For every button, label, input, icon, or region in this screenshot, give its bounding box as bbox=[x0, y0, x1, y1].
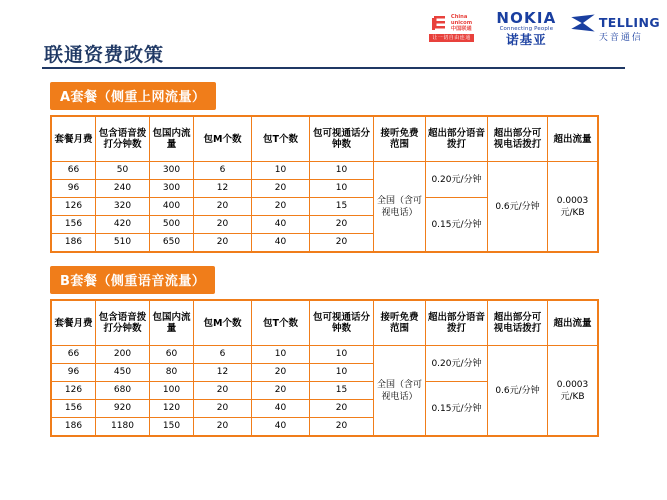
unicom-wordmark bbox=[451, 14, 472, 32]
unicom-en-line1: China bbox=[450, 14, 468, 20]
cell-monthly-fee: 126 bbox=[52, 382, 96, 400]
cell-video-overage-merged: 0.6元/分钟 bbox=[488, 162, 548, 252]
cell-video-minutes: 20 bbox=[310, 234, 374, 252]
unicom-logo-top bbox=[431, 14, 472, 32]
cell-monthly-fee: 66 bbox=[52, 346, 96, 364]
unicom-knot-icon bbox=[431, 14, 448, 32]
cell-t-count: 10 bbox=[252, 346, 310, 364]
col-header-data-overage: 超出流量 bbox=[548, 301, 598, 346]
cell-t-count: 20 bbox=[252, 364, 310, 382]
cell-data-overage-merged: 0.0003元/KB bbox=[548, 346, 598, 436]
col-header-voice-minutes: 包含语音拨打分钟数 bbox=[96, 117, 150, 162]
col-header-video-overage: 超出部分可视电话拨打 bbox=[488, 117, 548, 162]
tariff-table-a-wrapper bbox=[50, 115, 599, 253]
col-header-video-minutes: 包可视通话分钟数 bbox=[310, 117, 374, 162]
telling-logo-row bbox=[570, 13, 660, 33]
nokia-wordmark: NOKIA bbox=[496, 8, 557, 27]
col-header-voice-minutes: 包含语音拨打分钟数 bbox=[96, 301, 150, 346]
cell-t-count: 40 bbox=[252, 234, 310, 252]
cell-m-count: 20 bbox=[194, 198, 252, 216]
col-header-t-count: 包T个数 bbox=[252, 117, 310, 162]
cell-video-minutes: 15 bbox=[310, 198, 374, 216]
cell-data-overage-merged: 0.0003元/KB bbox=[548, 162, 598, 252]
cell-video-minutes: 10 bbox=[310, 180, 374, 198]
cell-voice-minutes: 1180 bbox=[96, 418, 150, 436]
cell-voice-minutes: 50 bbox=[96, 162, 150, 180]
cell-domestic-data: 100 bbox=[150, 382, 194, 400]
logo-bar bbox=[420, 6, 660, 50]
col-header-monthly-fee: 套餐月费 bbox=[52, 301, 96, 346]
cell-monthly-fee: 96 bbox=[52, 180, 96, 198]
table-row bbox=[52, 162, 598, 180]
col-header-data-overage: 超出流量 bbox=[548, 117, 598, 162]
col-header-voice-overage: 超出部分语音拨打 bbox=[426, 117, 488, 162]
cell-t-count: 40 bbox=[252, 400, 310, 418]
cell-t-count: 20 bbox=[252, 382, 310, 400]
cell-video-minutes: 10 bbox=[310, 162, 374, 180]
cell-m-count: 20 bbox=[194, 216, 252, 234]
nokia-tagline: Connecting People bbox=[499, 25, 554, 32]
cell-monthly-fee: 156 bbox=[52, 400, 96, 418]
col-header-domestic-data: 包国内流量 bbox=[150, 301, 194, 346]
cell-t-count: 40 bbox=[252, 216, 310, 234]
cell-m-count: 6 bbox=[194, 162, 252, 180]
unicom-cn: 中国联通 bbox=[450, 26, 472, 32]
cell-domestic-data: 650 bbox=[150, 234, 194, 252]
cell-t-count: 20 bbox=[252, 180, 310, 198]
cell-video-minutes: 20 bbox=[310, 216, 374, 234]
cell-t-count: 40 bbox=[252, 418, 310, 436]
cell-m-count: 6 bbox=[194, 346, 252, 364]
cell-video-minutes: 10 bbox=[310, 364, 374, 382]
cell-monthly-fee: 96 bbox=[52, 364, 96, 382]
cell-video-minutes: 15 bbox=[310, 382, 374, 400]
col-header-m-count: 包M个数 bbox=[194, 301, 252, 346]
table-b-body bbox=[52, 346, 598, 436]
cell-monthly-fee: 186 bbox=[52, 234, 96, 252]
telling-swoosh-icon bbox=[570, 13, 596, 33]
cell-domestic-data: 300 bbox=[150, 162, 194, 180]
cell-voice-minutes: 680 bbox=[96, 382, 150, 400]
cell-domestic-data: 300 bbox=[150, 180, 194, 198]
cell-t-count: 20 bbox=[252, 198, 310, 216]
section-heading-b: B套餐（侧重语音流量） bbox=[50, 266, 215, 294]
cell-m-count: 12 bbox=[194, 180, 252, 198]
telling-word-text: TELLING bbox=[598, 15, 660, 30]
col-header-monthly-fee: 套餐月费 bbox=[52, 117, 96, 162]
unicom-en-line2: unicom bbox=[450, 20, 473, 26]
telling-wordmark bbox=[599, 16, 660, 29]
table-header-row bbox=[52, 301, 598, 346]
col-header-video-minutes: 包可视通话分钟数 bbox=[310, 301, 374, 346]
table-b-header bbox=[52, 301, 598, 346]
cell-monthly-fee: 66 bbox=[52, 162, 96, 180]
section-heading-a: A套餐（侧重上网流量） bbox=[50, 82, 216, 110]
table-a-body bbox=[52, 162, 598, 252]
tariff-table-a bbox=[51, 116, 598, 252]
cell-m-count: 20 bbox=[194, 382, 252, 400]
cell-domestic-data: 120 bbox=[150, 400, 194, 418]
table-header-row bbox=[52, 117, 598, 162]
cell-m-count: 20 bbox=[194, 418, 252, 436]
cell-video-minutes: 10 bbox=[310, 346, 374, 364]
cell-video-overage-merged: 0.6元/分钟 bbox=[488, 346, 548, 436]
cell-voice-overage-rest: 0.15元/分钟 bbox=[426, 382, 488, 436]
cell-voice-minutes: 420 bbox=[96, 216, 150, 234]
cell-m-count: 12 bbox=[194, 364, 252, 382]
unicom-slogan: 让一切自由连通 bbox=[429, 34, 474, 42]
cell-domestic-data: 80 bbox=[150, 364, 194, 382]
tariff-table-b-wrapper bbox=[50, 299, 599, 437]
cell-free-incoming-merged: 全国（含可视电话） bbox=[374, 162, 426, 252]
cell-monthly-fee: 186 bbox=[52, 418, 96, 436]
telling-cn-name: 天音通信 bbox=[598, 32, 643, 43]
cell-t-count: 10 bbox=[252, 162, 310, 180]
cell-voice-overage-row1: 0.20元/分钟 bbox=[426, 162, 488, 198]
tariff-table-b bbox=[51, 300, 598, 436]
cell-voice-minutes: 200 bbox=[96, 346, 150, 364]
cell-domestic-data: 60 bbox=[150, 346, 194, 364]
title-divider bbox=[42, 67, 625, 69]
cell-domestic-data: 500 bbox=[150, 216, 194, 234]
nokia-logo bbox=[493, 8, 560, 47]
cell-voice-minutes: 920 bbox=[96, 400, 150, 418]
cell-voice-minutes: 510 bbox=[96, 234, 150, 252]
cell-voice-minutes: 450 bbox=[96, 364, 150, 382]
table-row bbox=[52, 346, 598, 364]
col-header-free-incoming: 接听免费范围 bbox=[374, 301, 426, 346]
cell-domestic-data: 400 bbox=[150, 198, 194, 216]
col-header-m-count: 包M个数 bbox=[194, 117, 252, 162]
col-header-t-count: 包T个数 bbox=[252, 301, 310, 346]
col-header-video-overage: 超出部分可视电话拨打 bbox=[488, 301, 548, 346]
telling-logo bbox=[570, 13, 660, 44]
cell-video-minutes: 20 bbox=[310, 418, 374, 436]
cell-free-incoming-merged: 全国（含可视电话） bbox=[374, 346, 426, 436]
cell-voice-overage-rest: 0.15元/分钟 bbox=[426, 198, 488, 252]
col-header-voice-overage: 超出部分语音拨打 bbox=[426, 301, 488, 346]
col-header-domestic-data: 包国内流量 bbox=[150, 117, 194, 162]
cell-monthly-fee: 126 bbox=[52, 198, 96, 216]
cell-monthly-fee: 156 bbox=[52, 216, 96, 234]
page-title: 联通资费政策 bbox=[44, 44, 165, 66]
cell-voice-minutes: 240 bbox=[96, 180, 150, 198]
cell-m-count: 20 bbox=[194, 400, 252, 418]
cell-video-minutes: 20 bbox=[310, 400, 374, 418]
cell-m-count: 20 bbox=[194, 234, 252, 252]
china-unicom-logo bbox=[420, 14, 483, 42]
col-header-free-incoming: 接听免费范围 bbox=[374, 117, 426, 162]
cell-voice-overage-row1: 0.20元/分钟 bbox=[426, 346, 488, 382]
cell-voice-minutes: 320 bbox=[96, 198, 150, 216]
cell-domestic-data: 150 bbox=[150, 418, 194, 436]
table-a-header bbox=[52, 117, 598, 162]
nokia-cn-name: 诺基亚 bbox=[506, 31, 547, 47]
